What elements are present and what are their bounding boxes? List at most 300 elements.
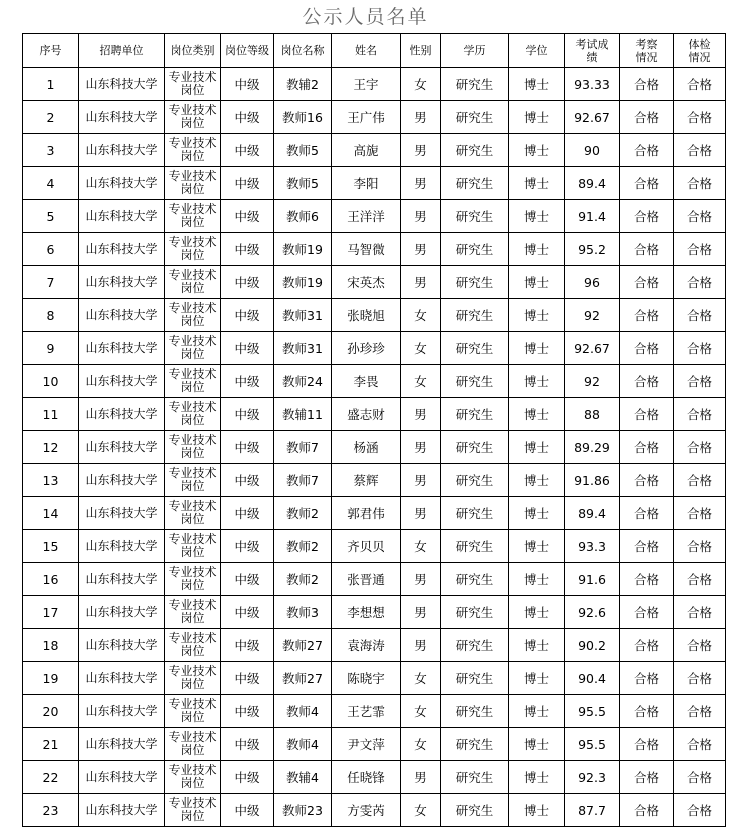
cell-name: 任晓锋 <box>332 761 401 794</box>
cell-gender: 男 <box>401 101 441 134</box>
cell-review: 合格 <box>620 464 674 497</box>
cell-gender: 女 <box>401 68 441 101</box>
cell-degree: 博士 <box>509 68 565 101</box>
cell-category: 专业技术岗位 <box>165 761 221 794</box>
cell-category: 专业技术岗位 <box>165 431 221 464</box>
cell-unit: 山东科技大学 <box>79 200 165 233</box>
header-review: 考察情况 <box>620 34 674 68</box>
cell-post: 教师23 <box>274 794 332 827</box>
cell-gender: 女 <box>401 695 441 728</box>
cell-level: 中级 <box>221 167 274 200</box>
cell-unit: 山东科技大学 <box>79 101 165 134</box>
cell-category: 专业技术岗位 <box>165 167 221 200</box>
cell-education: 研究生 <box>441 761 509 794</box>
table-row <box>23 662 726 695</box>
cell-unit: 山东科技大学 <box>79 134 165 167</box>
cell-level: 中级 <box>221 101 274 134</box>
cell-review: 合格 <box>620 431 674 464</box>
cell-medical: 合格 <box>674 167 726 200</box>
cell-score: 88 <box>565 398 620 431</box>
header-post: 岗位名称 <box>274 34 332 68</box>
cell-name: 李畏 <box>332 365 401 398</box>
cell-level: 中级 <box>221 497 274 530</box>
cell-unit: 山东科技大学 <box>79 398 165 431</box>
cell-category: 专业技术岗位 <box>165 398 221 431</box>
table-body <box>23 68 726 827</box>
cell-post: 教师7 <box>274 464 332 497</box>
cell-category: 专业技术岗位 <box>165 299 221 332</box>
cell-degree: 博士 <box>509 332 565 365</box>
cell-category: 专业技术岗位 <box>165 563 221 596</box>
cell-level: 中级 <box>221 200 274 233</box>
cell-medical: 合格 <box>674 662 726 695</box>
cell-seq: 20 <box>23 695 79 728</box>
cell-score: 92.3 <box>565 761 620 794</box>
table-row <box>23 695 726 728</box>
header-gender: 性别 <box>401 34 441 68</box>
cell-category: 专业技术岗位 <box>165 332 221 365</box>
cell-review: 合格 <box>620 728 674 761</box>
cell-post: 教师7 <box>274 431 332 464</box>
cell-seq: 8 <box>23 299 79 332</box>
cell-medical: 合格 <box>674 431 726 464</box>
cell-name: 王广伟 <box>332 101 401 134</box>
cell-level: 中级 <box>221 662 274 695</box>
cell-post: 教师24 <box>274 365 332 398</box>
cell-unit: 山东科技大学 <box>79 530 165 563</box>
cell-education: 研究生 <box>441 629 509 662</box>
cell-review: 合格 <box>620 530 674 563</box>
cell-level: 中级 <box>221 431 274 464</box>
cell-seq: 13 <box>23 464 79 497</box>
cell-gender: 男 <box>401 431 441 464</box>
table-row <box>23 761 726 794</box>
cell-seq: 7 <box>23 266 79 299</box>
table-row <box>23 596 726 629</box>
cell-post: 教师2 <box>274 530 332 563</box>
cell-education: 研究生 <box>441 332 509 365</box>
cell-medical: 合格 <box>674 497 726 530</box>
cell-level: 中级 <box>221 695 274 728</box>
cell-score: 90 <box>565 134 620 167</box>
cell-review: 合格 <box>620 398 674 431</box>
cell-score: 91.4 <box>565 200 620 233</box>
cell-unit: 山东科技大学 <box>79 233 165 266</box>
cell-unit: 山东科技大学 <box>79 563 165 596</box>
page-title: 公示人员名单 <box>302 6 429 28</box>
cell-education: 研究生 <box>441 695 509 728</box>
cell-gender: 男 <box>401 596 441 629</box>
cell-gender: 男 <box>401 464 441 497</box>
cell-education: 研究生 <box>441 398 509 431</box>
cell-degree: 博士 <box>509 794 565 827</box>
cell-unit: 山东科技大学 <box>79 299 165 332</box>
cell-gender: 女 <box>401 662 441 695</box>
table-row <box>23 497 726 530</box>
cell-degree: 博士 <box>509 662 565 695</box>
cell-medical: 合格 <box>674 233 726 266</box>
cell-category: 专业技术岗位 <box>165 794 221 827</box>
cell-gender: 女 <box>401 299 441 332</box>
cell-score: 89.4 <box>565 497 620 530</box>
cell-name: 王宇 <box>332 68 401 101</box>
cell-unit: 山东科技大学 <box>79 728 165 761</box>
cell-score: 92 <box>565 299 620 332</box>
cell-gender: 男 <box>401 167 441 200</box>
cell-post: 教师2 <box>274 563 332 596</box>
cell-name: 袁海涛 <box>332 629 401 662</box>
header-education: 学历 <box>441 34 509 68</box>
cell-unit: 山东科技大学 <box>79 761 165 794</box>
cell-medical: 合格 <box>674 398 726 431</box>
cell-post: 教师31 <box>274 299 332 332</box>
table-row <box>23 728 726 761</box>
table-row <box>23 794 726 827</box>
cell-seq: 4 <box>23 167 79 200</box>
cell-medical: 合格 <box>674 200 726 233</box>
cell-education: 研究生 <box>441 134 509 167</box>
cell-review: 合格 <box>620 629 674 662</box>
cell-review: 合格 <box>620 794 674 827</box>
cell-seq: 9 <box>23 332 79 365</box>
cell-post: 教师5 <box>274 134 332 167</box>
cell-level: 中级 <box>221 266 274 299</box>
cell-review: 合格 <box>620 761 674 794</box>
cell-post: 教辅11 <box>274 398 332 431</box>
cell-category: 专业技术岗位 <box>165 101 221 134</box>
cell-education: 研究生 <box>441 299 509 332</box>
header-seq: 序号 <box>23 34 79 68</box>
cell-medical: 合格 <box>674 365 726 398</box>
cell-medical: 合格 <box>674 68 726 101</box>
table-row <box>23 167 726 200</box>
header-degree: 学位 <box>509 34 565 68</box>
cell-gender: 女 <box>401 365 441 398</box>
header-score: 考试成绩 <box>565 34 620 68</box>
cell-degree: 博士 <box>509 431 565 464</box>
cell-score: 89.29 <box>565 431 620 464</box>
cell-seq: 19 <box>23 662 79 695</box>
cell-gender: 男 <box>401 134 441 167</box>
cell-gender: 女 <box>401 332 441 365</box>
cell-post: 教师19 <box>274 266 332 299</box>
cell-score: 91.6 <box>565 563 620 596</box>
cell-name: 陈晓宇 <box>332 662 401 695</box>
table-row <box>23 332 726 365</box>
cell-seq: 17 <box>23 596 79 629</box>
cell-score: 93.3 <box>565 530 620 563</box>
cell-name: 盛志财 <box>332 398 401 431</box>
table-row <box>23 365 726 398</box>
header-level: 岗位等级 <box>221 34 274 68</box>
cell-seq: 22 <box>23 761 79 794</box>
cell-score: 93.33 <box>565 68 620 101</box>
cell-level: 中级 <box>221 398 274 431</box>
table-row <box>23 266 726 299</box>
header-category: 岗位类别 <box>165 34 221 68</box>
cell-review: 合格 <box>620 332 674 365</box>
cell-gender: 男 <box>401 200 441 233</box>
cell-review: 合格 <box>620 68 674 101</box>
cell-name: 李想想 <box>332 596 401 629</box>
cell-gender: 女 <box>401 530 441 563</box>
cell-name: 尹文萍 <box>332 728 401 761</box>
cell-post: 教师3 <box>274 596 332 629</box>
cell-post: 教师6 <box>274 200 332 233</box>
cell-seq: 15 <box>23 530 79 563</box>
cell-score: 92.67 <box>565 101 620 134</box>
table-row <box>23 200 726 233</box>
cell-name: 高旎 <box>332 134 401 167</box>
cell-degree: 博士 <box>509 101 565 134</box>
cell-degree: 博士 <box>509 530 565 563</box>
cell-degree: 博士 <box>509 464 565 497</box>
cell-education: 研究生 <box>441 728 509 761</box>
cell-category: 专业技术岗位 <box>165 200 221 233</box>
cell-unit: 山东科技大学 <box>79 365 165 398</box>
table-row <box>23 398 726 431</box>
cell-category: 专业技术岗位 <box>165 464 221 497</box>
cell-name: 杨涵 <box>332 431 401 464</box>
cell-medical: 合格 <box>674 596 726 629</box>
header-medical: 体检情况 <box>674 34 726 68</box>
cell-education: 研究生 <box>441 431 509 464</box>
cell-seq: 11 <box>23 398 79 431</box>
cell-medical: 合格 <box>674 464 726 497</box>
table-header-row <box>23 34 726 68</box>
cell-seq: 3 <box>23 134 79 167</box>
cell-gender: 女 <box>401 728 441 761</box>
cell-degree: 博士 <box>509 266 565 299</box>
cell-medical: 合格 <box>674 761 726 794</box>
cell-gender: 男 <box>401 233 441 266</box>
cell-post: 教辅2 <box>274 68 332 101</box>
cell-post: 教师27 <box>274 629 332 662</box>
cell-seq: 14 <box>23 497 79 530</box>
cell-level: 中级 <box>221 299 274 332</box>
cell-unit: 山东科技大学 <box>79 794 165 827</box>
cell-medical: 合格 <box>674 299 726 332</box>
cell-category: 专业技术岗位 <box>165 662 221 695</box>
cell-degree: 博士 <box>509 233 565 266</box>
cell-unit: 山东科技大学 <box>79 629 165 662</box>
cell-gender: 男 <box>401 629 441 662</box>
cell-name: 齐贝贝 <box>332 530 401 563</box>
cell-level: 中级 <box>221 596 274 629</box>
cell-degree: 博士 <box>509 167 565 200</box>
cell-level: 中级 <box>221 794 274 827</box>
cell-degree: 博士 <box>509 134 565 167</box>
cell-post: 教师4 <box>274 695 332 728</box>
cell-name: 郭君伟 <box>332 497 401 530</box>
table-row <box>23 68 726 101</box>
cell-gender: 男 <box>401 398 441 431</box>
cell-category: 专业技术岗位 <box>165 365 221 398</box>
cell-degree: 博士 <box>509 497 565 530</box>
cell-unit: 山东科技大学 <box>79 497 165 530</box>
cell-score: 87.7 <box>565 794 620 827</box>
cell-medical: 合格 <box>674 728 726 761</box>
table-row <box>23 233 726 266</box>
cell-review: 合格 <box>620 695 674 728</box>
table-row <box>23 101 726 134</box>
cell-review: 合格 <box>620 365 674 398</box>
cell-level: 中级 <box>221 332 274 365</box>
cell-score: 95.5 <box>565 728 620 761</box>
cell-medical: 合格 <box>674 134 726 167</box>
cell-level: 中级 <box>221 464 274 497</box>
cell-name: 马智微 <box>332 233 401 266</box>
cell-education: 研究生 <box>441 596 509 629</box>
cell-level: 中级 <box>221 530 274 563</box>
cell-category: 专业技术岗位 <box>165 134 221 167</box>
cell-degree: 博士 <box>509 200 565 233</box>
cell-gender: 男 <box>401 761 441 794</box>
cell-education: 研究生 <box>441 200 509 233</box>
cell-post: 教师5 <box>274 167 332 200</box>
cell-degree: 博士 <box>509 728 565 761</box>
cell-name: 张晋通 <box>332 563 401 596</box>
table-row <box>23 563 726 596</box>
cell-score: 90.2 <box>565 629 620 662</box>
cell-degree: 博士 <box>509 596 565 629</box>
cell-education: 研究生 <box>441 365 509 398</box>
cell-degree: 博士 <box>509 398 565 431</box>
cell-unit: 山东科技大学 <box>79 266 165 299</box>
cell-score: 92.6 <box>565 596 620 629</box>
cell-degree: 博士 <box>509 629 565 662</box>
cell-education: 研究生 <box>441 101 509 134</box>
cell-seq: 12 <box>23 431 79 464</box>
cell-post: 教师16 <box>274 101 332 134</box>
cell-name: 方雯芮 <box>332 794 401 827</box>
cell-review: 合格 <box>620 266 674 299</box>
cell-name: 张晓旭 <box>332 299 401 332</box>
cell-education: 研究生 <box>441 497 509 530</box>
cell-gender: 女 <box>401 794 441 827</box>
cell-post: 教师27 <box>274 662 332 695</box>
cell-degree: 博士 <box>509 761 565 794</box>
cell-score: 92 <box>565 365 620 398</box>
cell-name: 蔡辉 <box>332 464 401 497</box>
table-row <box>23 134 726 167</box>
cell-level: 中级 <box>221 233 274 266</box>
cell-score: 90.4 <box>565 662 620 695</box>
cell-category: 专业技术岗位 <box>165 266 221 299</box>
cell-post: 教辅4 <box>274 761 332 794</box>
cell-category: 专业技术岗位 <box>165 728 221 761</box>
cell-seq: 6 <box>23 233 79 266</box>
cell-degree: 博士 <box>509 563 565 596</box>
cell-unit: 山东科技大学 <box>79 596 165 629</box>
cell-review: 合格 <box>620 167 674 200</box>
cell-medical: 合格 <box>674 695 726 728</box>
cell-medical: 合格 <box>674 332 726 365</box>
cell-education: 研究生 <box>441 68 509 101</box>
cell-review: 合格 <box>620 200 674 233</box>
cell-education: 研究生 <box>441 266 509 299</box>
cell-name: 王洋洋 <box>332 200 401 233</box>
table-row <box>23 530 726 563</box>
cell-medical: 合格 <box>674 266 726 299</box>
cell-review: 合格 <box>620 563 674 596</box>
cell-gender: 男 <box>401 266 441 299</box>
cell-education: 研究生 <box>441 662 509 695</box>
cell-level: 中级 <box>221 761 274 794</box>
table-row <box>23 299 726 332</box>
cell-unit: 山东科技大学 <box>79 431 165 464</box>
cell-seq: 23 <box>23 794 79 827</box>
cell-score: 89.4 <box>565 167 620 200</box>
cell-review: 合格 <box>620 299 674 332</box>
cell-category: 专业技术岗位 <box>165 629 221 662</box>
cell-education: 研究生 <box>441 563 509 596</box>
cell-seq: 10 <box>23 365 79 398</box>
cell-review: 合格 <box>620 662 674 695</box>
cell-score: 95.2 <box>565 233 620 266</box>
cell-review: 合格 <box>620 134 674 167</box>
cell-review: 合格 <box>620 233 674 266</box>
personnel-table <box>22 33 726 827</box>
cell-medical: 合格 <box>674 101 726 134</box>
cell-category: 专业技术岗位 <box>165 497 221 530</box>
cell-unit: 山东科技大学 <box>79 662 165 695</box>
cell-name: 孙珍珍 <box>332 332 401 365</box>
cell-score: 91.86 <box>565 464 620 497</box>
cell-score: 96 <box>565 266 620 299</box>
cell-level: 中级 <box>221 728 274 761</box>
cell-level: 中级 <box>221 629 274 662</box>
cell-score: 95.5 <box>565 695 620 728</box>
cell-level: 中级 <box>221 68 274 101</box>
cell-gender: 男 <box>401 563 441 596</box>
cell-level: 中级 <box>221 365 274 398</box>
cell-name: 王艺霏 <box>332 695 401 728</box>
cell-unit: 山东科技大学 <box>79 167 165 200</box>
cell-category: 专业技术岗位 <box>165 233 221 266</box>
cell-degree: 博士 <box>509 365 565 398</box>
cell-score: 92.67 <box>565 332 620 365</box>
cell-category: 专业技术岗位 <box>165 68 221 101</box>
cell-unit: 山东科技大学 <box>79 68 165 101</box>
cell-medical: 合格 <box>674 629 726 662</box>
cell-review: 合格 <box>620 101 674 134</box>
cell-education: 研究生 <box>441 794 509 827</box>
cell-post: 教师4 <box>274 728 332 761</box>
cell-medical: 合格 <box>674 794 726 827</box>
cell-seq: 21 <box>23 728 79 761</box>
cell-seq: 18 <box>23 629 79 662</box>
table-row <box>23 629 726 662</box>
cell-post: 教师31 <box>274 332 332 365</box>
cell-name: 李阳 <box>332 167 401 200</box>
cell-category: 专业技术岗位 <box>165 530 221 563</box>
cell-seq: 2 <box>23 101 79 134</box>
cell-review: 合格 <box>620 596 674 629</box>
header-unit: 招聘单位 <box>79 34 165 68</box>
cell-unit: 山东科技大学 <box>79 464 165 497</box>
cell-education: 研究生 <box>441 464 509 497</box>
header-name: 姓名 <box>332 34 401 68</box>
cell-seq: 1 <box>23 68 79 101</box>
cell-gender: 男 <box>401 497 441 530</box>
table-row <box>23 431 726 464</box>
cell-education: 研究生 <box>441 530 509 563</box>
cell-degree: 博士 <box>509 695 565 728</box>
cell-category: 专业技术岗位 <box>165 695 221 728</box>
cell-level: 中级 <box>221 563 274 596</box>
cell-seq: 16 <box>23 563 79 596</box>
